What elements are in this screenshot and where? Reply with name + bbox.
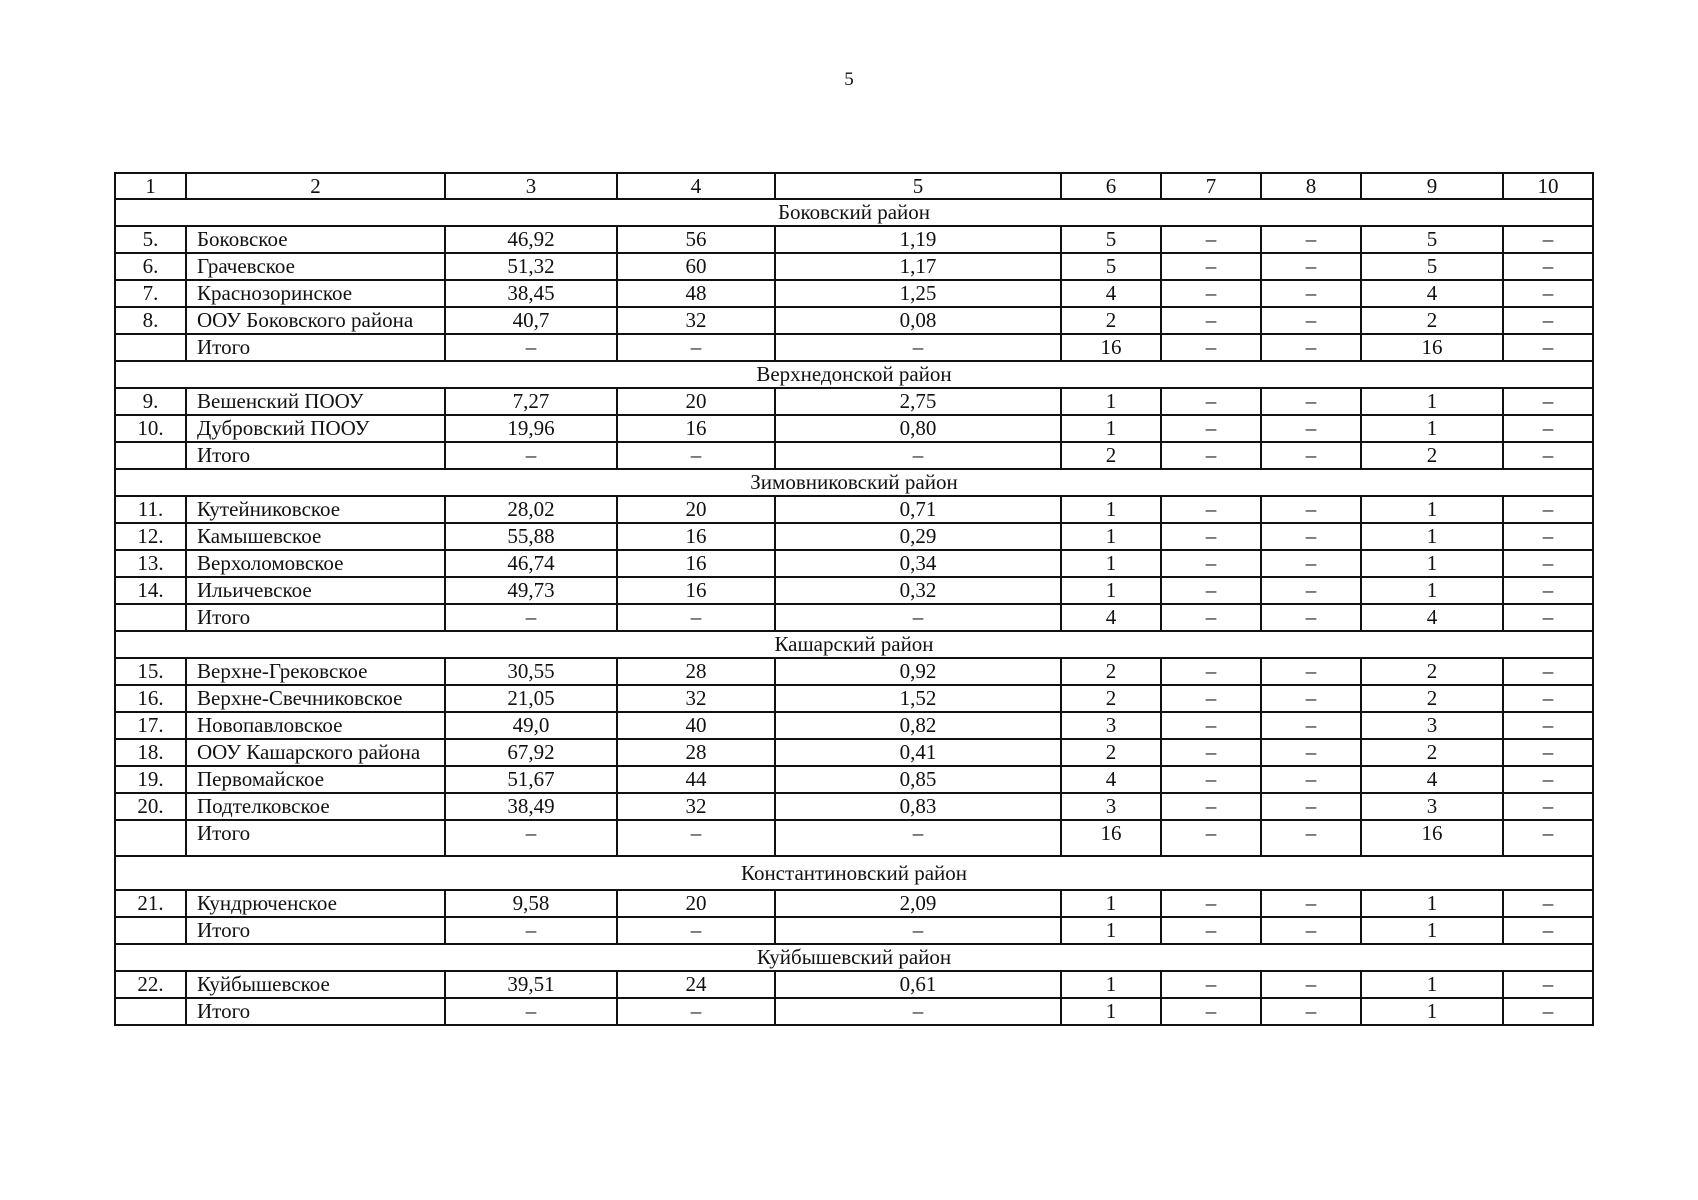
col7-cell: – — [1161, 971, 1261, 998]
header-cell: 3 — [445, 173, 617, 199]
col3-cell: 21,05 — [445, 685, 617, 712]
header-cell: 8 — [1261, 173, 1361, 199]
col4-cell: – — [617, 334, 775, 361]
col4-cell: 32 — [617, 793, 775, 820]
col9-cell: 2 — [1361, 685, 1503, 712]
col4-cell: 48 — [617, 280, 775, 307]
section-title: Куйбышевский район — [115, 944, 1593, 971]
col8-cell: – — [1261, 739, 1361, 766]
col3-cell: 67,92 — [445, 739, 617, 766]
col6-cell: 2 — [1061, 307, 1161, 334]
col3-cell: 51,32 — [445, 253, 617, 280]
col6-cell: 2 — [1061, 442, 1161, 469]
row-number-cell: 6. — [115, 253, 186, 280]
col3-cell: 49,0 — [445, 712, 617, 739]
col6-cell: 1 — [1061, 577, 1161, 604]
col7-cell: – — [1161, 577, 1261, 604]
col5-cell: 2,75 — [775, 388, 1061, 415]
name-cell: Итого — [186, 334, 445, 361]
col3-cell: 38,49 — [445, 793, 617, 820]
row-number-cell: 18. — [115, 739, 186, 766]
col10-cell: – — [1503, 442, 1593, 469]
col8-cell: – — [1261, 280, 1361, 307]
col9-cell: 2 — [1361, 307, 1503, 334]
col9-cell: 16 — [1361, 334, 1503, 361]
section-header-row — [115, 631, 1593, 658]
col7-cell: – — [1161, 226, 1261, 253]
table-row — [115, 307, 1593, 334]
col5-cell: 0,32 — [775, 577, 1061, 604]
table-row — [115, 766, 1593, 793]
col8-cell: – — [1261, 685, 1361, 712]
row-number-cell — [115, 917, 186, 944]
col5-cell: – — [775, 442, 1061, 469]
col8-cell: – — [1261, 334, 1361, 361]
table-row — [115, 712, 1593, 739]
name-cell: Верхне-Грековское — [186, 658, 445, 685]
name-cell: Итого — [186, 917, 445, 944]
col5-cell: – — [775, 998, 1061, 1025]
col7-cell: – — [1161, 793, 1261, 820]
col7-cell: – — [1161, 739, 1261, 766]
section-header-row — [115, 944, 1593, 971]
name-cell: Верхоломовское — [186, 550, 445, 577]
col4-cell: 20 — [617, 890, 775, 917]
total-row — [115, 917, 1593, 944]
table-row — [115, 890, 1593, 917]
col7-cell: – — [1161, 658, 1261, 685]
name-cell: Новопавловское — [186, 712, 445, 739]
col10-cell: – — [1503, 496, 1593, 523]
section-title: Кашарский район — [115, 631, 1593, 658]
col4-cell: 32 — [617, 685, 775, 712]
section-title: Боковский район — [115, 199, 1593, 226]
col7-cell: – — [1161, 766, 1261, 793]
name-cell: Итого — [186, 820, 445, 856]
col4-cell: – — [617, 820, 775, 856]
row-number-cell: 14. — [115, 577, 186, 604]
col10-cell: – — [1503, 890, 1593, 917]
col6-cell: 4 — [1061, 766, 1161, 793]
table-body — [115, 173, 1593, 1025]
col4-cell: 20 — [617, 388, 775, 415]
col7-cell: – — [1161, 550, 1261, 577]
header-cell: 2 — [186, 173, 445, 199]
col5-cell: 2,09 — [775, 890, 1061, 917]
col3-cell: 38,45 — [445, 280, 617, 307]
table-row — [115, 577, 1593, 604]
row-number-cell: 21. — [115, 890, 186, 917]
col4-cell: – — [617, 442, 775, 469]
header-cell: 6 — [1061, 173, 1161, 199]
col9-cell: 1 — [1361, 577, 1503, 604]
col8-cell: – — [1261, 793, 1361, 820]
name-cell: Грачевское — [186, 253, 445, 280]
col3-cell: 19,96 — [445, 415, 617, 442]
col6-cell: 5 — [1061, 253, 1161, 280]
col8-cell: – — [1261, 604, 1361, 631]
col3-cell: – — [445, 334, 617, 361]
col4-cell: 16 — [617, 550, 775, 577]
row-number-cell: 9. — [115, 388, 186, 415]
col9-cell: 3 — [1361, 712, 1503, 739]
name-cell: Куйбышевское — [186, 971, 445, 998]
col6-cell: 3 — [1061, 712, 1161, 739]
col6-cell: 16 — [1061, 334, 1161, 361]
col3-cell: – — [445, 820, 617, 856]
col3-cell: 39,51 — [445, 971, 617, 998]
name-cell: Кутейниковское — [186, 496, 445, 523]
col7-cell: – — [1161, 685, 1261, 712]
name-cell: ООУ Боковского района — [186, 307, 445, 334]
name-cell: ООУ Кашарского района — [186, 739, 445, 766]
table-row — [115, 496, 1593, 523]
col5-cell: 0,29 — [775, 523, 1061, 550]
col8-cell: – — [1261, 523, 1361, 550]
col10-cell: – — [1503, 388, 1593, 415]
row-number-cell: 16. — [115, 685, 186, 712]
col4-cell: 44 — [617, 766, 775, 793]
total-row — [115, 820, 1593, 856]
col3-cell: 49,73 — [445, 577, 617, 604]
row-number-cell: 22. — [115, 971, 186, 998]
col10-cell: – — [1503, 739, 1593, 766]
name-cell: Первомайское — [186, 766, 445, 793]
col10-cell: – — [1503, 253, 1593, 280]
col9-cell: 3 — [1361, 793, 1503, 820]
table-row — [115, 550, 1593, 577]
row-number-cell: 20. — [115, 793, 186, 820]
col9-cell: 4 — [1361, 604, 1503, 631]
col4-cell: 28 — [617, 658, 775, 685]
col8-cell: – — [1261, 496, 1361, 523]
col7-cell: – — [1161, 442, 1261, 469]
col10-cell: – — [1503, 820, 1593, 856]
col3-cell: 55,88 — [445, 523, 617, 550]
col5-cell: 0,92 — [775, 658, 1061, 685]
col8-cell: – — [1261, 226, 1361, 253]
col3-cell: 30,55 — [445, 658, 617, 685]
col8-cell: – — [1261, 971, 1361, 998]
col9-cell: 2 — [1361, 658, 1503, 685]
col4-cell: 60 — [617, 253, 775, 280]
table-row — [115, 280, 1593, 307]
col8-cell: – — [1261, 712, 1361, 739]
col5-cell: 0,61 — [775, 971, 1061, 998]
col9-cell: 4 — [1361, 280, 1503, 307]
row-number-cell: 13. — [115, 550, 186, 577]
header-cell: 10 — [1503, 173, 1593, 199]
col5-cell: – — [775, 334, 1061, 361]
col10-cell: – — [1503, 971, 1593, 998]
table-row — [115, 971, 1593, 998]
col10-cell: – — [1503, 280, 1593, 307]
section-header-row — [115, 199, 1593, 226]
col6-cell: 16 — [1061, 820, 1161, 856]
col5-cell: 0,80 — [775, 415, 1061, 442]
col6-cell: 1 — [1061, 415, 1161, 442]
col3-cell: – — [445, 917, 617, 944]
row-number-cell — [115, 998, 186, 1025]
col7-cell: – — [1161, 917, 1261, 944]
col3-cell: 7,27 — [445, 388, 617, 415]
col6-cell: 1 — [1061, 523, 1161, 550]
col7-cell: – — [1161, 253, 1261, 280]
col9-cell: 1 — [1361, 998, 1503, 1025]
name-cell: Вешенский ПООУ — [186, 388, 445, 415]
col6-cell: 1 — [1061, 550, 1161, 577]
name-cell: Дубровский ПООУ — [186, 415, 445, 442]
total-row — [115, 604, 1593, 631]
col6-cell: 4 — [1061, 604, 1161, 631]
col7-cell: – — [1161, 523, 1261, 550]
col5-cell: 1,52 — [775, 685, 1061, 712]
header-cell: 4 — [617, 173, 775, 199]
col9-cell: 2 — [1361, 442, 1503, 469]
row-number-cell — [115, 334, 186, 361]
col8-cell: – — [1261, 577, 1361, 604]
total-row — [115, 334, 1593, 361]
name-cell: Кундрюченское — [186, 890, 445, 917]
col10-cell: – — [1503, 917, 1593, 944]
col9-cell: 5 — [1361, 226, 1503, 253]
col9-cell: 1 — [1361, 415, 1503, 442]
section-header-row — [115, 856, 1593, 890]
col8-cell: – — [1261, 820, 1361, 856]
col8-cell: – — [1261, 307, 1361, 334]
col4-cell: 20 — [617, 496, 775, 523]
col5-cell: 0,83 — [775, 793, 1061, 820]
col6-cell: 4 — [1061, 280, 1161, 307]
col7-cell: – — [1161, 415, 1261, 442]
col3-cell: – — [445, 998, 617, 1025]
col6-cell: 1 — [1061, 971, 1161, 998]
col7-cell: – — [1161, 496, 1261, 523]
col6-cell: 1 — [1061, 917, 1161, 944]
col9-cell: 1 — [1361, 890, 1503, 917]
col10-cell: – — [1503, 793, 1593, 820]
col10-cell: – — [1503, 658, 1593, 685]
row-number-cell: 11. — [115, 496, 186, 523]
total-row — [115, 442, 1593, 469]
row-number-cell — [115, 820, 186, 856]
col10-cell: – — [1503, 998, 1593, 1025]
col10-cell: – — [1503, 604, 1593, 631]
col5-cell: 0,08 — [775, 307, 1061, 334]
col4-cell: 16 — [617, 523, 775, 550]
col10-cell: – — [1503, 415, 1593, 442]
page-number: 5 — [844, 69, 854, 90]
row-number-cell: 8. — [115, 307, 186, 334]
row-number-cell: 19. — [115, 766, 186, 793]
col9-cell: 1 — [1361, 496, 1503, 523]
table-row — [115, 388, 1593, 415]
section-title: Верхнедонской район — [115, 361, 1593, 388]
table-row — [115, 658, 1593, 685]
col3-cell: – — [445, 604, 617, 631]
total-row — [115, 998, 1593, 1025]
col5-cell: 0,85 — [775, 766, 1061, 793]
col6-cell: 5 — [1061, 226, 1161, 253]
col8-cell: – — [1261, 890, 1361, 917]
col7-cell: – — [1161, 388, 1261, 415]
table-header-row — [115, 173, 1593, 199]
col7-cell: – — [1161, 334, 1261, 361]
table-row — [115, 523, 1593, 550]
col10-cell: – — [1503, 766, 1593, 793]
col5-cell: – — [775, 820, 1061, 856]
table-row — [115, 685, 1593, 712]
header-cell: 7 — [1161, 173, 1261, 199]
name-cell: Итого — [186, 604, 445, 631]
row-number-cell: 5. — [115, 226, 186, 253]
col9-cell: 1 — [1361, 917, 1503, 944]
data-table — [114, 172, 1594, 1026]
row-number-cell: 10. — [115, 415, 186, 442]
col8-cell: – — [1261, 917, 1361, 944]
col10-cell: – — [1503, 577, 1593, 604]
col10-cell: – — [1503, 334, 1593, 361]
col9-cell: 4 — [1361, 766, 1503, 793]
col6-cell: 1 — [1061, 890, 1161, 917]
col5-cell: 0,71 — [775, 496, 1061, 523]
col10-cell: – — [1503, 712, 1593, 739]
col4-cell: – — [617, 604, 775, 631]
col7-cell: – — [1161, 280, 1261, 307]
col9-cell: 1 — [1361, 523, 1503, 550]
col6-cell: 1 — [1061, 496, 1161, 523]
col6-cell: 3 — [1061, 793, 1161, 820]
col9-cell: 2 — [1361, 739, 1503, 766]
col5-cell: – — [775, 917, 1061, 944]
name-cell: Камышевское — [186, 523, 445, 550]
col8-cell: – — [1261, 253, 1361, 280]
col9-cell: 1 — [1361, 550, 1503, 577]
col4-cell: 24 — [617, 971, 775, 998]
name-cell: Итого — [186, 442, 445, 469]
col4-cell: 16 — [617, 415, 775, 442]
col4-cell: 16 — [617, 577, 775, 604]
row-number-cell: 15. — [115, 658, 186, 685]
col6-cell: 1 — [1061, 388, 1161, 415]
col10-cell: – — [1503, 523, 1593, 550]
col4-cell: – — [617, 917, 775, 944]
col8-cell: – — [1261, 550, 1361, 577]
col10-cell: – — [1503, 226, 1593, 253]
col9-cell: 1 — [1361, 388, 1503, 415]
row-number-cell: 12. — [115, 523, 186, 550]
col7-cell: – — [1161, 712, 1261, 739]
col5-cell: 0,34 — [775, 550, 1061, 577]
section-title: Константиновский район — [115, 856, 1593, 890]
col3-cell: 46,74 — [445, 550, 617, 577]
row-number-cell: 17. — [115, 712, 186, 739]
col4-cell: 56 — [617, 226, 775, 253]
col7-cell: – — [1161, 604, 1261, 631]
col8-cell: – — [1261, 766, 1361, 793]
col6-cell: 2 — [1061, 739, 1161, 766]
col4-cell: 40 — [617, 712, 775, 739]
col5-cell: 1,19 — [775, 226, 1061, 253]
col6-cell: 2 — [1061, 658, 1161, 685]
col9-cell: 5 — [1361, 253, 1503, 280]
name-cell: Ильичевское — [186, 577, 445, 604]
col3-cell: 51,67 — [445, 766, 617, 793]
col4-cell: – — [617, 998, 775, 1025]
col3-cell: 40,7 — [445, 307, 617, 334]
name-cell: Подтелковское — [186, 793, 445, 820]
col3-cell: – — [445, 442, 617, 469]
col3-cell: 46,92 — [445, 226, 617, 253]
table-row — [115, 415, 1593, 442]
col7-cell: – — [1161, 890, 1261, 917]
col9-cell: 16 — [1361, 820, 1503, 856]
col10-cell: – — [1503, 685, 1593, 712]
col5-cell: 1,25 — [775, 280, 1061, 307]
section-header-row — [115, 361, 1593, 388]
name-cell: Краснозоринское — [186, 280, 445, 307]
table-row — [115, 793, 1593, 820]
table-row — [115, 226, 1593, 253]
section-title: Зимовниковский район — [115, 469, 1593, 496]
col10-cell: – — [1503, 550, 1593, 577]
table-row — [115, 253, 1593, 280]
col4-cell: 32 — [617, 307, 775, 334]
name-cell: Верхне-Свечниковское — [186, 685, 445, 712]
header-cell: 1 — [115, 173, 186, 199]
col7-cell: – — [1161, 998, 1261, 1025]
col5-cell: – — [775, 604, 1061, 631]
table-row — [115, 739, 1593, 766]
col8-cell: – — [1261, 442, 1361, 469]
col10-cell: – — [1503, 307, 1593, 334]
col5-cell: 0,82 — [775, 712, 1061, 739]
col6-cell: 2 — [1061, 685, 1161, 712]
row-number-cell — [115, 604, 186, 631]
header-cell: 9 — [1361, 173, 1503, 199]
name-cell: Итого — [186, 998, 445, 1025]
col7-cell: – — [1161, 820, 1261, 856]
col5-cell: 0,41 — [775, 739, 1061, 766]
col8-cell: – — [1261, 415, 1361, 442]
row-number-cell — [115, 442, 186, 469]
col9-cell: 1 — [1361, 971, 1503, 998]
col5-cell: 1,17 — [775, 253, 1061, 280]
col7-cell: – — [1161, 307, 1261, 334]
col3-cell: 28,02 — [445, 496, 617, 523]
col8-cell: – — [1261, 998, 1361, 1025]
col8-cell: – — [1261, 388, 1361, 415]
col8-cell: – — [1261, 658, 1361, 685]
col4-cell: 28 — [617, 739, 775, 766]
name-cell: Боковское — [186, 226, 445, 253]
section-header-row — [115, 469, 1593, 496]
header-cell: 5 — [775, 173, 1061, 199]
row-number-cell: 7. — [115, 280, 186, 307]
col3-cell: 9,58 — [445, 890, 617, 917]
col6-cell: 1 — [1061, 998, 1161, 1025]
